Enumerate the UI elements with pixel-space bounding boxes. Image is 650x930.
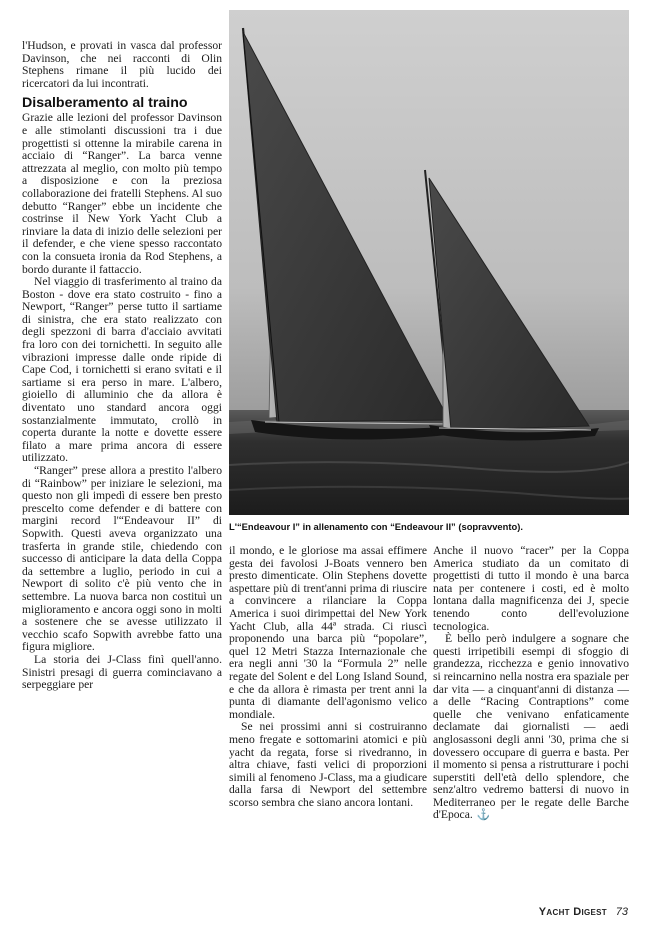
paragraph: Anche il nuovo “racer” per la Coppa America studiato da un comitato di progettisti di tutto il mondo è una barca nata per contenere i costi, ed è molto lontana dalla magnificenza dei J, specie tenendo conto dell'evoluzione tecnologica. bbox=[433, 544, 629, 633]
paragraph: Nel viaggio di trasferimento al traino da Boston - dove era stato costruito - fino a Newport, “Ranger” perse tutto il sartiame di sinistra, che era stato realizzato con degli spezzoni di barra d'acciaio avvitati fra loro con dei tornichetti. In seguito alle vibrazioni impresse dalle onde ripide di Cape Cod, i tornichetti si erano svitati e il sartiame si era perso in mare. L'albero, gioiello di alluminio che da allora è diventato uno standard ancora oggi sostanzialmente immutato, crollò in coperta durante la notte e dovette essere filato a mare prima ancora di essere utilizzato. bbox=[22, 275, 222, 465]
anchor-end-icon: ⚓ bbox=[476, 809, 491, 822]
section-heading: Disalberamento al traino bbox=[22, 95, 188, 112]
paragraph: “Ranger” prese allora a prestito l'albero di “Rainbow” per iniziare le selezioni, ma questo non gli impedì di essere ben presto prescelto come defender e di battere con margini record l'“Endeavour II” di Sopwith. Questi aveva organizzato una trasferta in grande stile, chiedendo con successo di anticipare la data della Coppa da settembre a luglio, periodo in cui a Newport di solito c'è più vento che in settembre. La nuova barca non costituì un miglioramento e ancora oggi sono in molti a sostenere che se avesse utilizzato il vecchio scafo Sopwith avrebbe fatto una figura migliore. bbox=[22, 464, 222, 654]
text-column-3 bbox=[433, 545, 629, 822]
text-column-2 bbox=[229, 545, 427, 809]
page-footer bbox=[539, 906, 628, 918]
paragraph: Grazie alle lezioni del professor Davinson e alle stimolanti discussioni tra i due progettisti si ottenne la mirabile carena in acciaio di “Ranger”. La barca venne attrezzata al meglio, con molto più tempo a disposizione e con la preziosa collaborazione dei fratelli Stephens. Al suo debutto “Ranger” ebbe un incidente che costrinse il New York Yacht Club a rinviare la data di inizio delle selezioni per il defender, e che viene spesso raccontato con la consueta ironia da Rod Stephens, a bordo durante il fattaccio. bbox=[22, 111, 222, 276]
paragraph: il mondo, e le gloriose ma assai effimere gesta dei favolosi J-Boats vennero ben presto dimenticate. Olin Stephens dovette aspettare più di trent'anni prima di riuscire a convincere a rilanciare la Coppa America i suoi dirimpettai del New York Yacht Club, alla 44ª strada. Ci riuscì proponendo una barca più “popolare”, quel 12 Metri Stazza Internazionale che era negli anni '30 la “Formula 2” nelle regate del Solent e del Long Island Sound, e che da allora è rimasta per trent anni la punta di diamante dell'agonismo velico mondiale. bbox=[229, 544, 427, 721]
paragraph-text: È bello però indulgere a sognare che questi irripetibili esempi di sfoggio di grandezza, ricchezza e genio innovativo si reincarnino nella nostra era spaziale per dar vita — a cinquant'anni di distanza — a delle “Racing Contraptions” come quelle che venivano enfaticamente declamate dai giornalisti — aedi anglosassoni degli anni '30, prima che si dovessero occupare di guerra e basta. Per il momento si pensa a ristrutturare i pochi superstiti dell'età dello splendore, che senz'altro vedremo battersi di nuovo in Mediterraneo per le regate delle Barche d'Epoca. bbox=[433, 632, 629, 822]
paragraph: La storia dei J-Class finì quell'anno. Sinistri presagi di guerra cominciavano a serpeggiare per bbox=[22, 652, 222, 692]
paragraph bbox=[433, 633, 629, 822]
text-column-1 bbox=[22, 40, 222, 692]
paragraph: Se nei prossimi anni si costruiranno meno fregate e sottomarini atomici e più yacht da regata, forse si rivedranno, in altra chiave, fasti velici di proporzioni simili al fenomeno J-Class, ma a giudicare dalla farsa di Newport del settembre scorso sembra che siano ancora lontani. bbox=[229, 720, 427, 809]
magazine-name: Yacht Digest bbox=[538, 906, 607, 918]
intro-paragraph: l'Hudson, e provati in vasca dal professor Davinson, che nei racconti di Olin Stephens rimane il più lucido dei ricercatori da lui incontrati. bbox=[22, 39, 222, 90]
page-number: 73 bbox=[615, 906, 628, 918]
sailing-yachts-photo bbox=[229, 10, 629, 515]
photo-caption: L'“Endeavour I” in allenamento con “Endeavour II” (sopravvento). bbox=[229, 521, 523, 532]
